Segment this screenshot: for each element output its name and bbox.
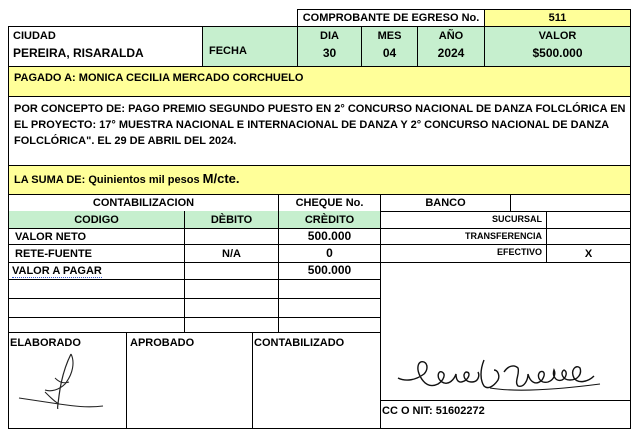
concepto-line-2: EL PROYECTO: 17° MUESTRA NACIONAL E INTERNACIONAL DE DANZA Y 2° CONCURSO NACIONAL DE DANZA [14,119,610,131]
cc-nit: CC O NIT: 51602272 [380,400,631,429]
dia-label: DIA [320,30,339,42]
empty-cell [278,298,381,318]
aprobado-label: APROBADO [126,332,252,429]
mes-value: 04 [382,46,397,60]
concepto-box [8,96,631,166]
valor-a-pagar-label: VALOR A PAGAR [12,265,102,277]
suma-box [8,165,631,195]
table-row-debito [184,228,278,245]
table-row-codigo: RETE-FUENTE [8,244,184,263]
empty-cell [8,279,184,299]
efectivo-mark: X [546,244,631,263]
concepto-line-3: FOLCLÓRICA". EL 29 DE ABRIL DEL 2024. [14,135,237,147]
col-codigo: CODIGO [8,211,184,229]
empty-cell [278,317,381,333]
sucursal-label: SUCURSAL [381,211,547,229]
empty-cell [184,298,278,318]
table-row-debito [184,262,278,280]
valor-cell [484,26,631,67]
banco-value [510,195,631,212]
suma-unit: M/cte. [202,171,240,186]
banco-label: BANCO [380,195,510,212]
transferencia-label: TRANSFERENCIA [381,228,547,245]
sucursal-mark [546,211,631,229]
table-row-debito: N/A [184,244,278,263]
comprobante-title: COMPROBANTE DE EGRESO No. [297,9,485,27]
table-row-credito: 500.000 [278,262,381,280]
ciudad-label: CIUDAD [13,30,56,42]
payee-signature [394,352,614,398]
col-debito: DÈBITO [184,211,278,229]
anio-value: 2024 [437,46,465,60]
transferencia-mark [546,228,631,245]
table-row-codigo: VALOR NETO [8,228,184,245]
elaborado-label: ELABORADO [8,332,126,429]
valor-label: VALOR [538,30,577,42]
pagado-a: PAGADO A: MONICA CECILIA MERCADO CORCHUELO [8,66,631,97]
empty-cell [8,298,184,318]
table-row-credito: 0 [278,244,381,263]
empty-cell [8,317,184,333]
anio-cell [417,26,485,67]
table-row-codigo [8,262,184,280]
contabilizacion-title: CONTABILIZACION [8,195,278,212]
col-credito: CRÈDITO [278,211,381,229]
cheque-label: CHEQUE No. [278,195,380,212]
empty-cell [184,317,278,333]
mes-label: MES [377,30,402,42]
elaborado-signature [15,348,115,414]
fecha-label: FECHA [202,26,298,67]
mes-cell [361,26,418,67]
table-row-credito: 500.000 [278,228,381,245]
valor-value: $500.000 [532,46,583,60]
anio-label: AÑO [438,30,464,42]
suma-label: LA SUMA DE: Quinientos mil pesos [14,174,203,186]
ciudad-cell [8,26,203,67]
empty-cell [184,279,278,299]
concepto-line-1: POR CONCEPTO DE: PAGO PREMIO SEGUNDO PUESTO EN 2° CONCURSO NACIONAL DE DANZA FOLCLÓRICA EN [14,103,626,115]
comprobante-number: 511 [484,9,631,27]
dia-cell [297,26,362,67]
efectivo-label: EFECTIVO [381,244,547,263]
contabilizado-label: CONTABILIZADO [252,332,381,429]
empty-cell [278,279,381,299]
dia-value: 30 [322,46,337,60]
ciudad-value: PEREIRA, RISARALDA [13,46,144,60]
